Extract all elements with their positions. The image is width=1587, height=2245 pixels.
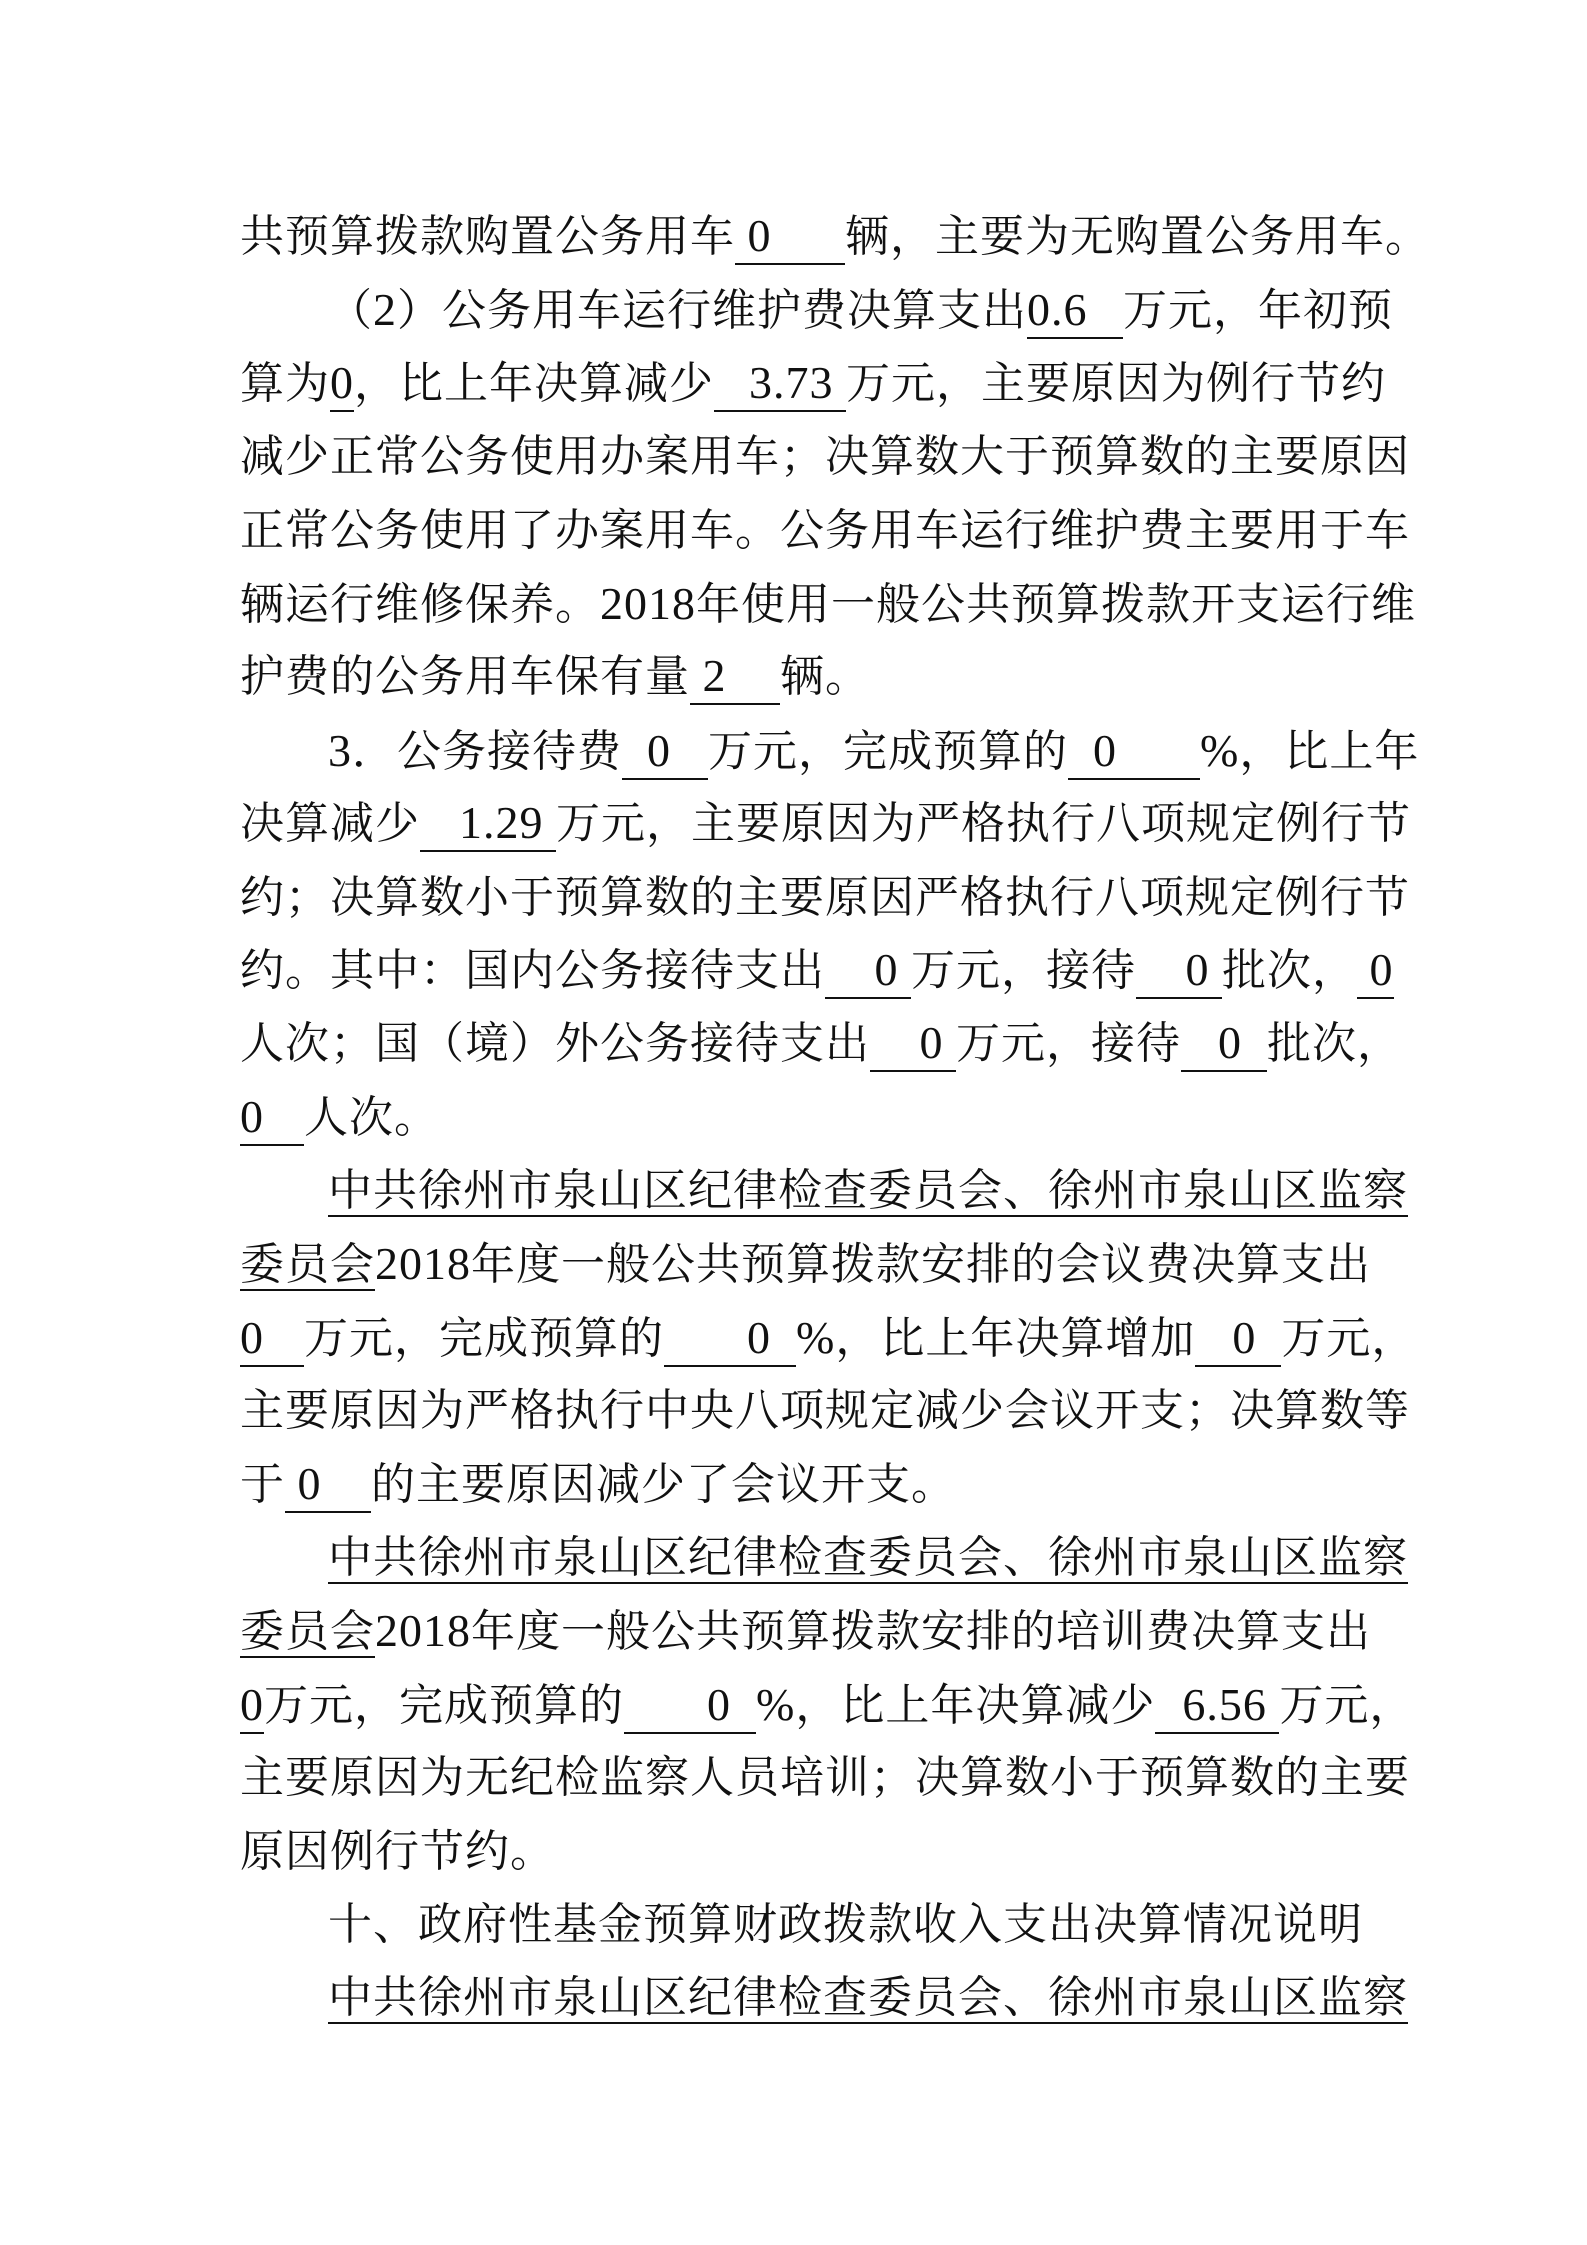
filled-blank-value: 0 [664, 1311, 796, 1367]
text-run: 年使用一般公共预算拨款开支运行维 [696, 578, 1416, 630]
paragraph-line [240, 200, 1430, 273]
filled-blank-value: 0 [735, 209, 845, 265]
paragraph-line [240, 1007, 1402, 1080]
text-run: 万元，完成预算的 [708, 725, 1068, 777]
text-run: 批次， [1222, 944, 1357, 996]
paragraph-line [240, 1888, 1363, 1961]
text-run: ，比上年决算减少 [354, 357, 714, 409]
text-run: 2018 [375, 1238, 471, 1290]
text-run: ，比上年 [1239, 725, 1420, 777]
paragraph-line [240, 1081, 1350, 1154]
text-run: 万元，完成预算的 [264, 1679, 624, 1731]
filled-blank-value: 0 [1195, 1311, 1281, 1367]
filled-blank-value: 0 [1181, 1016, 1267, 1072]
text-run: 辆，主要为无购置公务用车。 [845, 211, 1430, 262]
underlined-org-name: 中共徐州市泉山区纪律检查委员会、徐州市泉山区监察 [328, 1972, 1408, 2024]
text-run: 原因例行节约。 [240, 1825, 555, 1877]
text-run: 辆运行维修保养。 [240, 578, 600, 630]
text-run: 十、政府性基金预算财政拨款收入支出决算情况说明 [328, 1898, 1363, 1950]
text-run: 万元，接待 [911, 944, 1136, 996]
text-run: % [756, 1678, 796, 1730]
filled-blank-value: 0 [870, 1016, 956, 1072]
paragraph-line [240, 787, 1411, 860]
filled-blank-value: 0 [622, 724, 708, 780]
text-run: 3 [328, 724, 352, 776]
text-run: 约。其中：国内公务接待支出 [240, 944, 825, 996]
text-run: 约；决算数小于预算数的主要原因严格执行八项规定例行节 [240, 871, 1410, 923]
filled-blank-value: 2 [690, 649, 780, 705]
text-run: 的主要原因减少了会议开支。 [371, 1458, 956, 1510]
text-run: 辆。 [780, 651, 870, 703]
document-body [240, 200, 1430, 2035]
text-run: 主要原因为严格执行中央八项规定减少会议开支；决算数等 [240, 1385, 1410, 1437]
text-run: ）公务用车运行维护费决算支出 [397, 285, 1027, 337]
text-run: 2 [373, 284, 397, 336]
text-run: 减少正常公务使用办案用车；决算数大于预算数的主要原因 [240, 431, 1410, 483]
filled-blank-value: 0 [1357, 943, 1394, 999]
filled-blank-value: 0.6 [1027, 283, 1123, 339]
text-run: 人次。 [304, 1091, 439, 1143]
text-run: ，比上年决算增加 [835, 1312, 1196, 1364]
paragraph-line [240, 1227, 1371, 1300]
text-run: 万元，接待 [956, 1018, 1181, 1070]
filled-blank-value: 0 [240, 1311, 304, 1367]
text-run: 主要原因为无纪检监察人员培训；决算数小于预算数的主要 [240, 1752, 1410, 1804]
underlined-org-name: 中共徐州市泉山区纪律检查委员会、徐州市泉山区监察 [328, 1165, 1408, 1217]
text-run: 护费的公务用车保有量 [240, 651, 690, 703]
paragraph-line [240, 1154, 1408, 1227]
text-run: 万元，主要原因为例行节约 [846, 357, 1386, 409]
text-run: （ [328, 285, 373, 337]
paragraph-line [240, 1668, 1415, 1741]
paragraph-line [240, 714, 1420, 787]
paragraph-line [240, 861, 1410, 934]
paragraph-line [240, 420, 1410, 493]
text-run: 年度一般公共预算拨款安排的会议费决算支出 [471, 1239, 1371, 1291]
paragraph-line [240, 1301, 1417, 1374]
paragraph-line [240, 640, 1350, 713]
text-run: 万元，年初预 [1123, 285, 1393, 337]
underlined-org-name: 委员会 [240, 1239, 375, 1291]
paragraph-line [240, 934, 1394, 1007]
text-run: 万元，完成预算的 [304, 1312, 664, 1364]
paragraph-line [240, 1594, 1371, 1667]
filled-blank-value: 0 [1068, 724, 1200, 780]
text-run: 2018 [600, 577, 696, 629]
paragraph-line [240, 567, 1416, 640]
text-run: 算为 [240, 357, 330, 409]
text-run: 年度一般公共预算拨款安排的培训费决算支出 [471, 1606, 1371, 1658]
filled-blank-value: 0 [330, 356, 354, 412]
paragraph-line [240, 494, 1410, 567]
filled-blank-value: 0 [624, 1678, 756, 1734]
filled-blank-value: 0 [825, 943, 911, 999]
paragraph-line [240, 1741, 1410, 1814]
paragraph-line [240, 1374, 1410, 1447]
paragraph-line [240, 1448, 1350, 1521]
filled-blank-value: 0 [240, 1090, 304, 1146]
text-run: 万元， [1281, 1312, 1417, 1364]
paragraph-line [240, 347, 1386, 420]
text-run: 2018 [375, 1605, 471, 1657]
paragraph-line [240, 1815, 1350, 1888]
paragraph-line [240, 273, 1393, 346]
paragraph-line [240, 1521, 1408, 1594]
text-run: ．公务接待费 [352, 725, 622, 777]
text-run: 人次；国（境）外公务接待支出 [240, 1018, 870, 1070]
text-run: 决算减少 [240, 798, 420, 850]
text-run: ，比上年决算减少 [795, 1679, 1156, 1731]
underlined-org-name: 委员会 [240, 1606, 375, 1658]
text-run: 于 [240, 1458, 285, 1510]
filled-blank-value: 0 [285, 1457, 371, 1513]
text-run: 共预算拨款购置公务用车 [240, 211, 735, 262]
filled-blank-value: 0 [1136, 943, 1222, 999]
filled-blank-value: 0 [240, 1678, 264, 1734]
text-run: 批次， [1267, 1018, 1402, 1070]
filled-blank-value: 6.56 [1155, 1678, 1279, 1734]
text-run: 正常公务使用了办案用车。公务用车运行维护费主要用于车 [240, 504, 1410, 556]
text-run: % [1200, 724, 1240, 776]
text-run: 万元， [1279, 1679, 1415, 1731]
text-run: % [796, 1311, 836, 1363]
filled-blank-value: 3.73 [714, 356, 846, 412]
filled-blank-value: 1.29 [420, 796, 556, 852]
paragraph-line [240, 1961, 1408, 2034]
underlined-org-name: 中共徐州市泉山区纪律检查委员会、徐州市泉山区监察 [328, 1532, 1408, 1584]
text-run: 万元，主要原因为严格执行八项规定例行节 [556, 798, 1411, 850]
